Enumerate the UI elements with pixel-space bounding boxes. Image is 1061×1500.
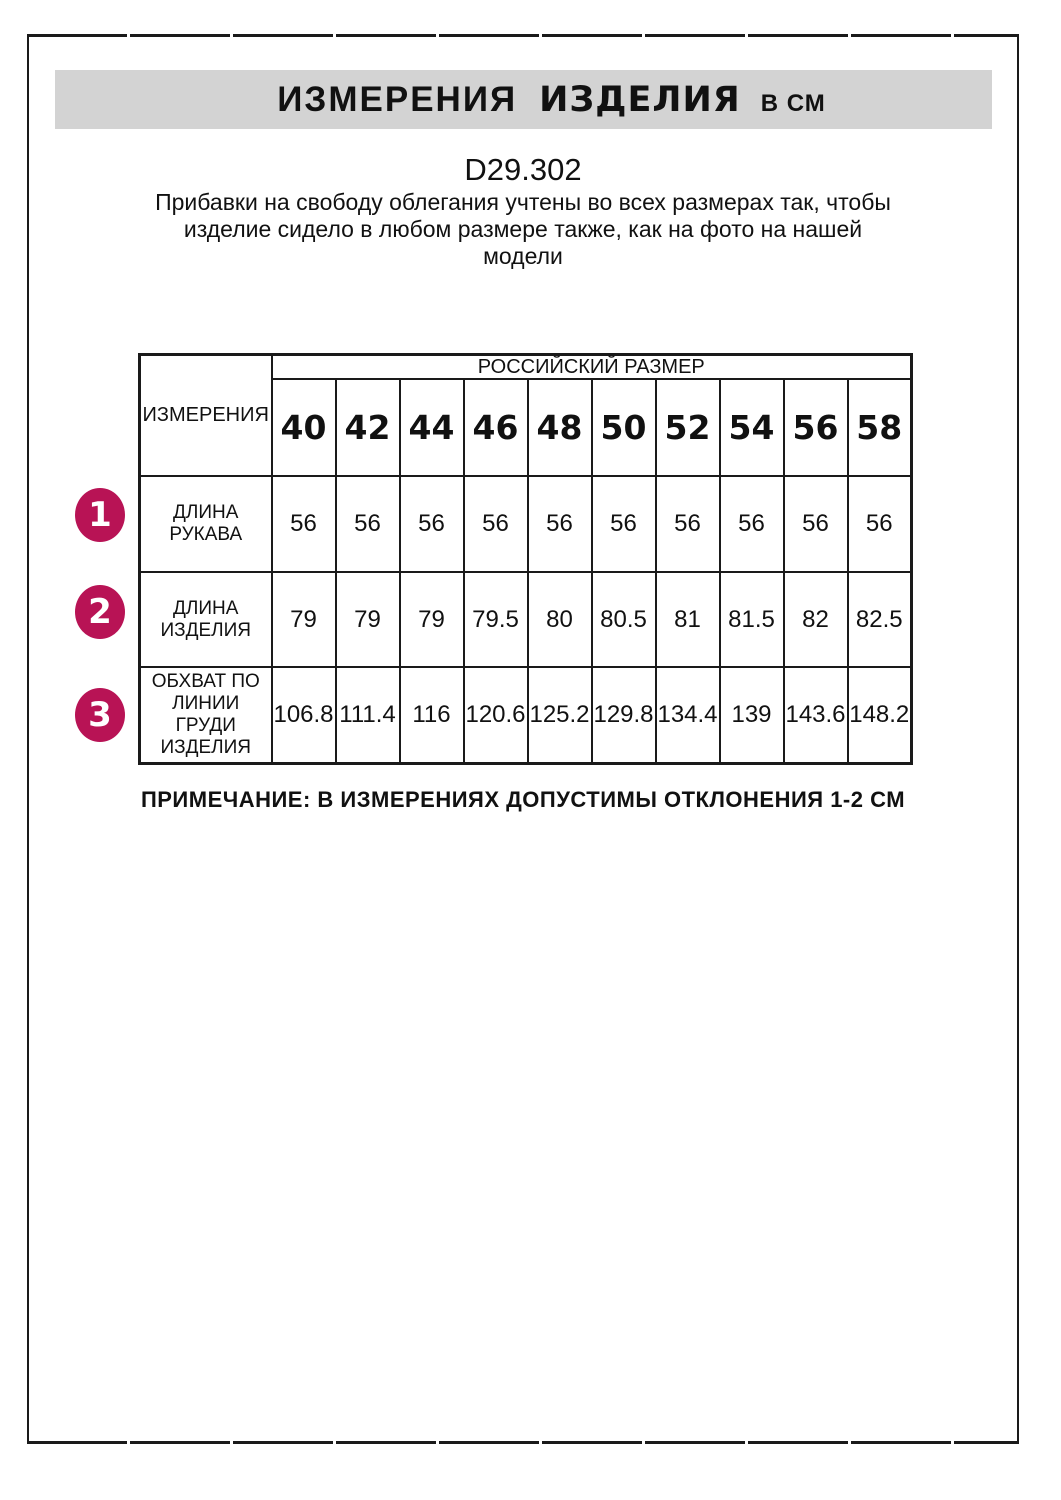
size-header: 56 (784, 379, 848, 476)
title-word-measurements: ИЗМЕРЕНИЯ (277, 79, 518, 119)
measurement-value: 79.5 (464, 572, 528, 667)
page-title (277, 80, 825, 120)
size-header: 42 (336, 379, 400, 476)
fit-description-line-3: модели (483, 243, 563, 269)
size-header: 50 (592, 379, 656, 476)
measurement-value: 79 (272, 572, 336, 667)
table-group-header: РОССИЙСКИЙ РАЗМЕР (272, 355, 912, 380)
measurement-value: 56 (784, 476, 848, 572)
size-header: 58 (848, 379, 912, 476)
measurement-value: 80 (528, 572, 592, 667)
row-number-badge-1: 1 (75, 488, 125, 542)
title-unit: В СМ (760, 89, 826, 117)
fit-description-line-2: изделие сидело в любом размере также, как на фото на нашей (183, 216, 863, 242)
table-corner-header: ИЗМЕРЕНИЯ (140, 355, 272, 477)
measurement-value: 79 (400, 572, 464, 667)
fit-description-line-1: Прибавки на свободу облегания учтены во всех размерах так, чтобы (155, 189, 891, 215)
measurement-value: 134.4 (656, 667, 720, 763)
measurement-value: 56 (400, 476, 464, 572)
measurement-value: 129.8 (592, 667, 656, 763)
measurement-value: 125.2 (528, 667, 592, 763)
measurement-value: 82.5 (848, 572, 912, 667)
measurement-value: 56 (592, 476, 656, 572)
row-number-badge-3: 3 (75, 688, 125, 742)
measurement-value: 106.8 (272, 667, 336, 763)
measurement-value: 56 (848, 476, 912, 572)
row-label: ДЛИНА ИЗДЕЛИЯ (140, 572, 272, 667)
size-header: 54 (720, 379, 784, 476)
size-header: 48 (528, 379, 592, 476)
measurement-value: 116 (400, 667, 464, 763)
size-header: 52 (656, 379, 720, 476)
title-word-product: ИЗДЕЛИЯ (539, 79, 741, 120)
measurement-value: 56 (720, 476, 784, 572)
size-table (138, 353, 913, 765)
measurement-value: 81.5 (720, 572, 784, 667)
size-header: 46 (464, 379, 528, 476)
frame-top-border (27, 34, 1019, 37)
measurement-value: 56 (464, 476, 528, 572)
measurement-value: 120.6 (464, 667, 528, 763)
fit-description (29, 189, 1017, 270)
size-header: 44 (400, 379, 464, 476)
product-code: D29.302 (464, 152, 582, 187)
measurement-value: 139 (720, 667, 784, 763)
tolerance-note: ПРИМЕЧАНИЕ: В ИЗМЕРЕНИЯХ ДОПУСТИМЫ ОТКЛОНЕНИЯ 1-2 СМ (140, 787, 906, 812)
measurement-value: 143.6 (784, 667, 848, 763)
title-bar (55, 70, 992, 129)
table-row-garment-length (140, 572, 912, 667)
frame-bottom-border (27, 1441, 1019, 1444)
measurement-value: 148.2 (848, 667, 912, 763)
table-row-chest-girth (140, 667, 912, 763)
row-label: ОБХВАТ ПО ЛИНИИ ГРУДИ ИЗДЕЛИЯ (140, 667, 272, 763)
measurement-value: 82 (784, 572, 848, 667)
measurement-value: 56 (656, 476, 720, 572)
measurement-value: 79 (336, 572, 400, 667)
measurement-value: 56 (272, 476, 336, 572)
measurement-value: 56 (336, 476, 400, 572)
row-label: ДЛИНА РУКАВА (140, 476, 272, 572)
table-row-sleeve-length (140, 476, 912, 572)
row-number-badge-2: 2 (75, 585, 125, 639)
measurement-value: 56 (528, 476, 592, 572)
size-header: 40 (272, 379, 336, 476)
measurement-value: 80.5 (592, 572, 656, 667)
measurement-value: 81 (656, 572, 720, 667)
measurement-value: 111.4 (336, 667, 400, 763)
page-frame (27, 34, 1019, 1444)
